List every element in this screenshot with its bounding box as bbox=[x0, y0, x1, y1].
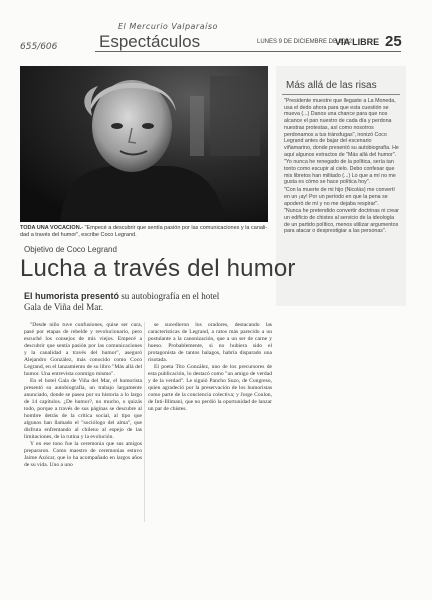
deck-lead: El humorista presentó bbox=[24, 291, 120, 301]
deck-rest: su autobiografía en el hotel Gala de Viña del Mar. bbox=[24, 291, 220, 312]
article-column-2 bbox=[148, 322, 272, 530]
article-paragraph: El poeta Tito González, uno de los precursores de esta publicación, lo destacó como "un amigo de verdad y de la verdad". Le siguió Pancho Suzo, de Congreso, quien agradeció por la preservación de los humoristas como parte de la conciencia colectiva; y Jorge Coulon, de Inti-Illimani, que no perdió la oportunidad de lanzar un par de chistes. bbox=[148, 364, 272, 412]
dateline: LUNES 9 DE DICIEMBRE DE 2002 bbox=[257, 39, 353, 45]
article-deck bbox=[24, 291, 234, 313]
sidebar-text bbox=[284, 98, 400, 298]
caption-text: "Empecé a descubrir que sentía pasión por las comunicaciones y la canalidad a través del humor", escribe Coco Legrand. bbox=[20, 225, 268, 238]
article-paragraph: "Desde niño tuve confusiones, quise ser cura, pasé por etapas de rebelde y revolucionario, pero escuché los consejos de mis viejos. Empecé a descubrir que sentía pasión por las comunicaciones y la canalidad a través del humor", aseguró Alejandro González, más conocido como Coco Legrand, en el lanzamiento de su libro "Más allá del humor. Una entrevista conmigo mismo". bbox=[24, 322, 142, 377]
sidebar-paragraph: "Yo nunca he renegado de la política, sería tan tonto como escupir al cielo. Debo confesar que mis libretos han militado (...) Lo que a mí no me gusta es cómo se hace política hoy". bbox=[284, 159, 396, 186]
article-paragraph: se sucedieron los oradores, destacando las características de Legrand, a ratos más parecido a un postulante a la canonización, que a un ser de carne y hueso. Probablemente, si no hubiera sido el protagonista de tantos halagos, habría disparado una risotada. bbox=[148, 322, 272, 363]
header-rule bbox=[95, 51, 401, 52]
sidebar-paragraph: "Presidente muestre que llegaste a La Moneda, usa el dedo ahora para que esta cuestión se mueva (...) Danos una chance para que nos alcance el pan nuestro de cada día y perdona nuestras protestas, así como nosotros perdonamos a tus tránsfugas", ironizó Coco Legrand antes de bajar del escenario viñamarino, donde presentó su autobiografía. He aquí algunos extractos de "Más allá del humor". bbox=[284, 98, 399, 158]
article-paragraph: Y en ese tono fue la ceremonia que sus amigos prepararon. Como maestro de ceremonias estuvo Jaime Azócar, que lo ha acompañado en largos años de su vida. Uno a uno bbox=[24, 441, 142, 468]
publication-name: VIA LIBRE bbox=[335, 37, 380, 47]
photo-caption bbox=[20, 225, 270, 239]
sidebar-rule bbox=[282, 94, 400, 95]
article-column-1 bbox=[24, 322, 142, 530]
article-photo bbox=[20, 66, 268, 222]
sidebar-paragraph: "Con la muerte de mi hijo (Nicolás) me convertí en un ¡ay! Por un período en que la pena se apoderó de mí y no me dejaba respirar". bbox=[284, 187, 395, 207]
handwritten-annotation-left: 655/606 bbox=[20, 42, 58, 52]
handwritten-annotation-top: El Mercurio Valparaíso bbox=[118, 22, 218, 31]
photo-portrait bbox=[20, 66, 268, 222]
article-kicker: Objetivo de Coco Legrand bbox=[24, 245, 117, 254]
sidebar-title: Más allá de las risas bbox=[286, 80, 377, 91]
article-paragraph: En el hotel Gala de Viña del Mar, el humorista presentó su autobiografía, un trabajo largamente anunciado, donde se pasea por su historia a lo largo de 14 capítulos. ¿De humor?, no mucho, o quizás todo, porque a través de sus páginas se descubre al hombre detrás de la crítica social, al tipo que algunos han llamado el "sociólogo del alma", que disfruta enfrentando al chileno al espejo de las limitaciones, de la rutina y la evolución. bbox=[24, 378, 142, 440]
article-headline: Lucha a través del humor bbox=[20, 255, 296, 282]
section-title: Espectáculos bbox=[99, 32, 201, 51]
caption-lead: TODA UNA VOCACION.- bbox=[20, 225, 84, 231]
page-number: 25 bbox=[385, 33, 402, 50]
column-divider bbox=[144, 322, 145, 522]
sidebar-paragraph: "Nunca he pretendido convertir doctrinas ni crear un edificio de chistes al servicio de la ideología de un partido político, menos utilizar argumentos para atacar o desprestigiar a las personas". bbox=[284, 208, 399, 235]
